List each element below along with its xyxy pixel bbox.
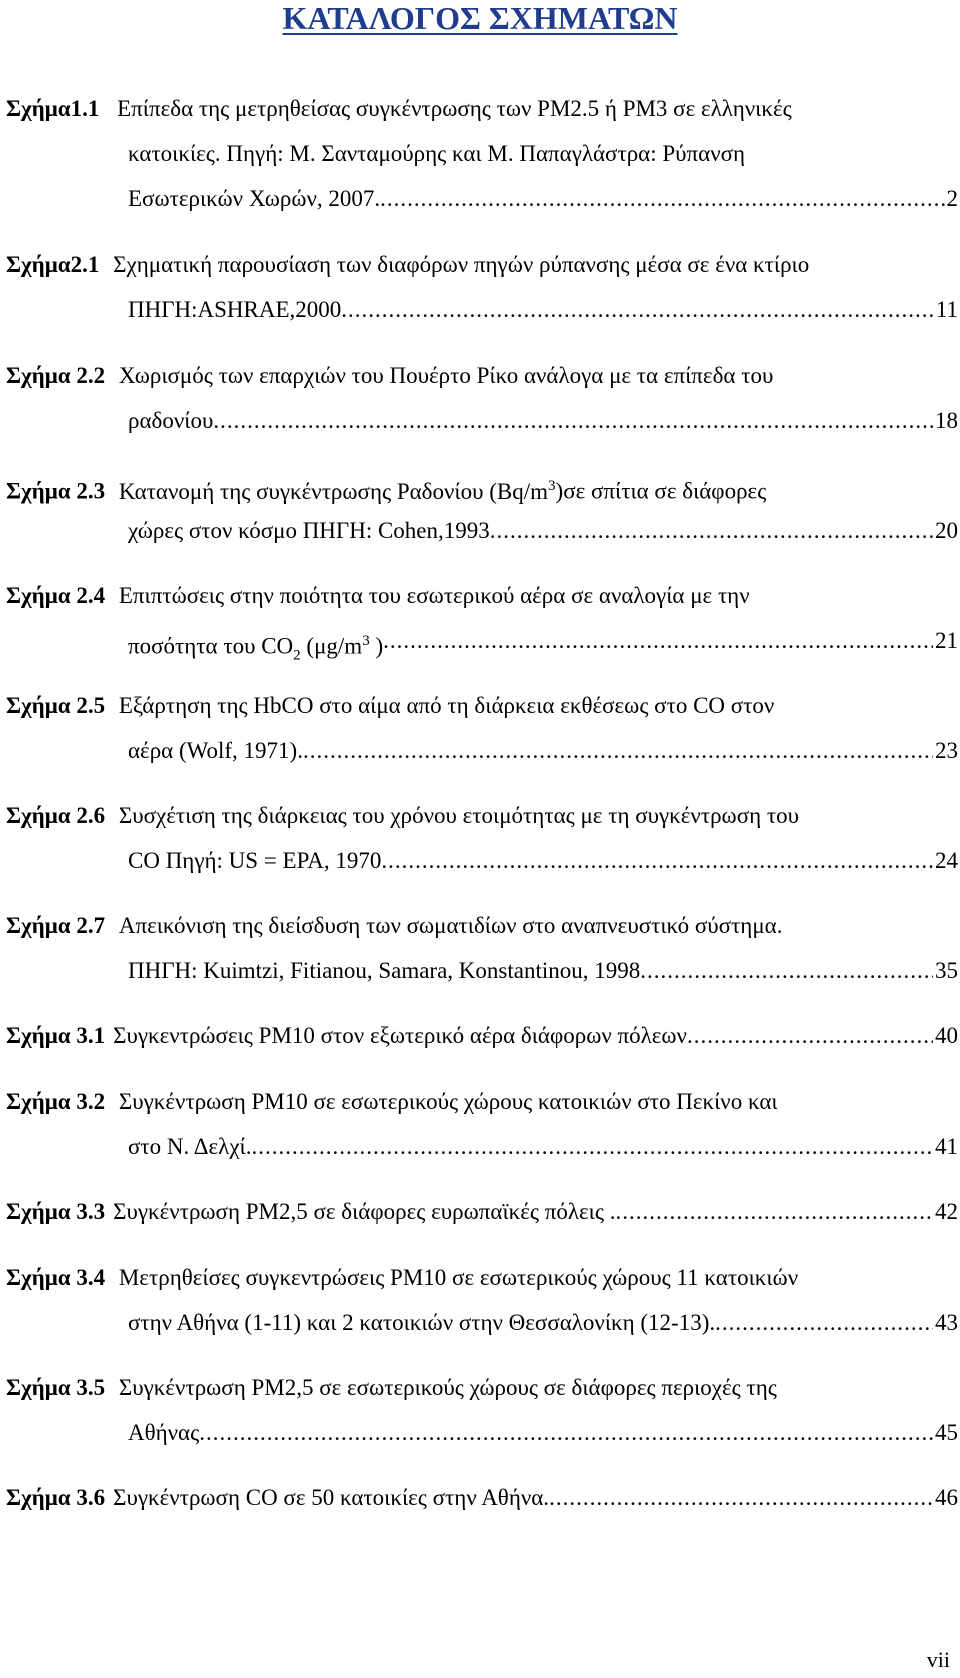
caption-line: (μg/m	[300, 633, 363, 659]
page-ref: 21	[935, 628, 958, 653]
caption-line: χώρες στον κόσμο ΠΗΓΗ: Cohen,1993	[128, 518, 490, 543]
superscript: 3	[362, 633, 370, 649]
caption-line: στο Ν. Δελχί.	[128, 1134, 252, 1159]
leader-dots	[303, 734, 933, 768]
page-ref: 45	[935, 1420, 958, 1445]
page-ref: 43	[935, 1310, 958, 1335]
figure-number: Σχήμα 2.7	[6, 913, 106, 938]
caption-line: αέρα (Wolf, 1971).	[128, 738, 303, 763]
page-ref: 40	[935, 1023, 958, 1048]
figure-number: Σχήμα 3.4	[6, 1265, 106, 1290]
page-ref: 35	[935, 958, 958, 983]
caption-line: ποσότητα του CO	[128, 633, 294, 659]
page-ref: 20	[935, 518, 958, 543]
figure-number: Σχήμα 3.5	[6, 1375, 106, 1400]
caption-line: Συγκέντρωση PM2,5 σε εσωτερικούς χώρους σε διάφορες περιοχές της	[118, 1375, 777, 1400]
figure-number: Σχήμα1.1	[6, 96, 100, 121]
caption-line: Κατανομή της συγκέντρωσης Ραδονίου (Bq/m	[118, 478, 549, 504]
page-title: ΚΑΤΑΛΟΓΟΣ ΣΧΗΜΑΤΩΝ	[282, 0, 678, 36]
page-ref: 41	[935, 1134, 958, 1159]
superscript: 3	[548, 478, 556, 494]
figure-number: Σχήμα 2.2	[6, 363, 106, 388]
page-ref: 23	[935, 738, 958, 763]
caption-line: CO Πηγή: US = EPA, 1970	[128, 848, 382, 873]
figure-number: Σχήμα 3.1	[6, 1023, 106, 1048]
page-ref: 18	[935, 408, 958, 433]
leader-dots	[380, 182, 944, 216]
caption-line: Συσχέτιση της διάρκειας του χρόνου ετοιμότητας με τη συγκέντρωση του	[118, 803, 799, 828]
page-number: vii	[926, 1647, 950, 1672]
caption-line: Συγκέντρωση PM10 σε εσωτερικούς χώρους κατοικιών στο Πεκίνο και	[118, 1089, 778, 1114]
caption-line: Αθήνας	[128, 1420, 200, 1445]
leader-dots	[381, 844, 933, 878]
leader-dots	[341, 293, 934, 327]
caption-line: Εξάρτηση της HbCO στο αίμα από τη διάρκεια εκθέσεως στο CO στον	[118, 693, 775, 718]
figure-number: Σχήμα2.1	[6, 252, 100, 277]
caption-line: Συγκεντρώσεις PM10 στον εξωτερικό αέρα διάφορων πόλεων	[113, 1023, 687, 1048]
caption-line: στην Αθήνα (1-11) και 2 κατοικιών στην Θεσσαλονίκη (12-13).	[128, 1310, 716, 1335]
caption-line: )σε σπίτια σε διάφορες	[555, 478, 767, 504]
figure-number: Σχήμα 3.3	[6, 1199, 106, 1224]
caption-line: κατοικίες. Πηγή: Μ. Σανταμούρης και Μ. Παπαγλάστρα: Ρύπανση	[128, 141, 746, 166]
caption-line: )	[369, 633, 384, 659]
caption-line: Απεικόνιση της διείσδυση των σωματιδίων στο αναπνευστικό σύστημα.	[118, 913, 783, 938]
leader-dots	[383, 624, 933, 658]
page-ref: 11	[935, 297, 958, 322]
page-ref: 2	[946, 186, 958, 211]
caption-line: ραδονίου	[128, 408, 214, 433]
caption-line: Επιπτώσεις στην ποιότητα του εσωτερικού αέρα σε αναλογία με την	[118, 583, 750, 608]
leader-dots	[687, 1019, 933, 1053]
figure-number: Σχήμα 3.2	[6, 1089, 106, 1114]
leader-dots	[715, 1306, 933, 1340]
figure-number: Σχήμα 2.3	[6, 478, 106, 504]
figure-number: Σχήμα 2.6	[6, 803, 106, 828]
page-ref: 42	[935, 1199, 958, 1224]
page-ref: 46	[935, 1485, 958, 1510]
caption-line: ΠΗΓΗ: Kuimtzi, Fitianou, Samara, Konstantinou, 1998	[128, 958, 641, 983]
leader-dots	[199, 1416, 933, 1450]
subscript: 2	[293, 647, 301, 664]
leader-dots	[640, 954, 933, 988]
caption-line: Χωρισμός των επαρχιών του Πουέρτο Ρίκο ανάλογα με τα επίπεδα του	[118, 363, 774, 388]
leader-dots	[251, 1130, 933, 1164]
leader-dots	[549, 1481, 933, 1515]
leader-dots	[490, 514, 933, 548]
caption-line: ΠΗΓΗ:ASHRAE,2000	[128, 297, 342, 322]
figure-number: Σχήμα 2.5	[6, 693, 106, 718]
caption-line: Συγκέντρωση PM2,5 σε διάφορες ευρωπαϊκές πόλεις .	[113, 1199, 616, 1224]
caption-line: Συγκέντρωση CO σε 50 κατοικίες στην Αθήνα.	[113, 1485, 550, 1510]
caption-line: Επίπεδα της μετρηθείσας συγκέντρωσης των PM2.5 ή PM3 σε ελληνικές	[117, 96, 792, 121]
caption-line: Εσωτερικών Χωρών, 2007.	[128, 186, 381, 211]
leader-dots	[615, 1195, 933, 1229]
figure-number: Σχήμα 2.4	[6, 583, 106, 608]
page-ref: 24	[935, 848, 958, 873]
caption-line: Μετρηθείσες συγκεντρώσεις PM10 σε εσωτερικούς χώρους 11 κατοικιών	[118, 1265, 799, 1290]
caption-line: Σχηματική παρουσίαση των διαφόρων πηγών ρύπανσης μέσα σε ένα κτίριο	[113, 252, 810, 277]
figure-number: Σχήμα 3.6	[6, 1485, 106, 1510]
leader-dots	[213, 404, 933, 438]
